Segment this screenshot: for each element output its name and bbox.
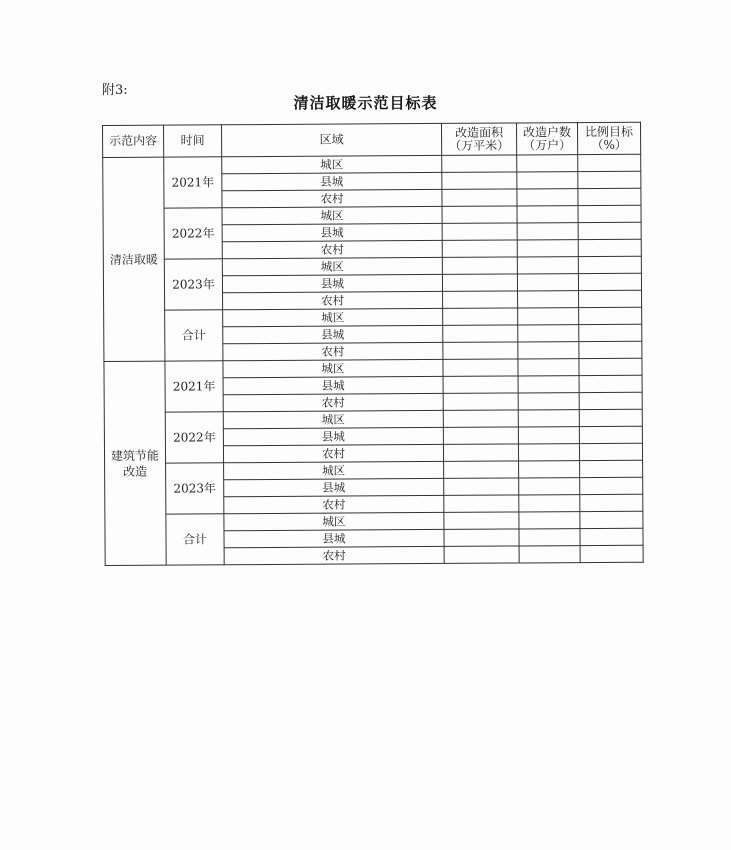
ratio-value-cell[interactable]	[578, 273, 641, 290]
header-region: 区域	[222, 123, 442, 156]
ratio-value-cell[interactable]	[580, 494, 643, 511]
period-cell: 2021年	[164, 157, 222, 208]
area-value-cell[interactable]	[442, 155, 517, 172]
households-value-cell[interactable]	[518, 291, 579, 308]
period-cell: 2023年	[164, 259, 222, 310]
region-cell: 农村	[223, 291, 443, 309]
header-area	[441, 123, 516, 155]
period-cell: 合计	[165, 310, 223, 361]
ratio-value-cell[interactable]	[579, 307, 642, 324]
ratio-value-cell[interactable]	[579, 392, 642, 409]
area-value-cell[interactable]	[442, 206, 517, 223]
region-cell: 城区	[222, 155, 442, 173]
attachment-label: 附3:	[102, 83, 128, 98]
region-cell: 城区	[223, 410, 443, 428]
region-cell: 农村	[223, 444, 443, 462]
target-table	[102, 122, 644, 566]
area-value-cell[interactable]	[442, 223, 517, 240]
ratio-value-cell[interactable]	[579, 426, 642, 443]
ratio-value-cell[interactable]	[578, 222, 641, 239]
region-cell: 县城	[222, 172, 442, 190]
header-area-line1: 改造面积	[454, 125, 504, 140]
households-value-cell[interactable]	[519, 529, 580, 546]
ratio-value-cell[interactable]	[580, 528, 643, 545]
ratio-value-cell[interactable]	[579, 358, 642, 375]
ratio-value-cell[interactable]	[579, 443, 642, 460]
ratio-value-cell[interactable]	[579, 324, 642, 341]
area-value-cell[interactable]	[444, 529, 519, 546]
period-cell: 2022年	[164, 208, 222, 259]
households-value-cell[interactable]	[517, 240, 578, 257]
region-cell: 县城	[224, 529, 444, 547]
region-cell: 县城	[223, 376, 443, 394]
area-value-cell[interactable]	[443, 444, 518, 461]
region-cell: 农村	[223, 342, 443, 360]
households-value-cell[interactable]	[517, 206, 578, 223]
header-households-line1: 改造户数	[522, 124, 572, 139]
table-title: 清洁取暖示范目标表	[293, 94, 438, 112]
ratio-value-cell[interactable]	[578, 171, 641, 188]
ratio-value-cell[interactable]	[578, 205, 641, 222]
area-value-cell[interactable]	[442, 172, 517, 189]
header-row	[103, 122, 641, 157]
category-label: 清洁取暖	[109, 252, 158, 267]
households-value-cell[interactable]	[519, 546, 580, 563]
region-cell: 县城	[222, 274, 442, 292]
area-value-cell[interactable]	[442, 240, 517, 257]
area-value-cell[interactable]	[444, 461, 519, 478]
ratio-value-cell[interactable]	[579, 409, 642, 426]
ratio-value-cell[interactable]	[578, 188, 641, 205]
header-area-line2: （万平米）	[449, 138, 510, 153]
ratio-value-cell[interactable]	[580, 477, 643, 494]
area-value-cell[interactable]	[443, 393, 518, 410]
region-cell: 农村	[224, 546, 444, 564]
region-cell: 县城	[223, 325, 443, 343]
region-cell: 城区	[223, 308, 443, 326]
households-value-cell[interactable]	[518, 342, 579, 359]
area-value-cell[interactable]	[442, 257, 517, 274]
header-ratio-line2: （%）	[591, 137, 627, 152]
ratio-value-cell[interactable]	[580, 460, 643, 477]
category-cell	[103, 157, 165, 361]
households-value-cell[interactable]	[518, 325, 579, 342]
header-households-line2: （万户）	[523, 137, 572, 152]
header-category: 示范内容	[103, 125, 164, 157]
area-value-cell[interactable]	[442, 274, 517, 291]
ratio-value-cell[interactable]	[580, 545, 643, 562]
households-value-cell[interactable]	[517, 189, 578, 206]
households-value-cell[interactable]	[518, 410, 579, 427]
households-value-cell[interactable]	[518, 393, 579, 410]
households-value-cell[interactable]	[518, 427, 579, 444]
header-time: 时间	[164, 125, 222, 157]
households-value-cell[interactable]	[519, 478, 580, 495]
region-cell: 城区	[224, 461, 444, 479]
header-ratio-line1: 比例目标	[584, 124, 634, 139]
area-value-cell[interactable]	[443, 376, 518, 393]
households-value-cell[interactable]	[519, 461, 580, 478]
area-value-cell[interactable]	[444, 512, 519, 529]
region-cell: 城区	[222, 206, 442, 224]
area-value-cell[interactable]	[442, 189, 517, 206]
area-value-cell[interactable]	[443, 325, 518, 342]
area-value-cell[interactable]	[443, 308, 518, 325]
category-cell	[104, 361, 166, 565]
table-body	[103, 154, 643, 565]
ratio-value-cell[interactable]	[579, 341, 642, 358]
region-cell: 城区	[222, 257, 442, 275]
period-cell: 2021年	[165, 361, 223, 412]
households-value-cell[interactable]	[517, 172, 578, 189]
ratio-value-cell[interactable]	[578, 239, 641, 256]
period-cell: 2022年	[165, 412, 223, 463]
households-value-cell[interactable]	[517, 155, 578, 172]
area-value-cell[interactable]	[443, 342, 518, 359]
households-value-cell[interactable]	[518, 359, 579, 376]
households-value-cell[interactable]	[518, 444, 579, 461]
target-table-container	[102, 122, 643, 566]
category-label: 建筑节能	[110, 448, 160, 463]
area-value-cell[interactable]	[444, 546, 519, 563]
region-cell: 农村	[223, 393, 443, 411]
ratio-value-cell[interactable]	[579, 290, 642, 307]
region-cell: 农村	[222, 189, 442, 207]
households-value-cell[interactable]	[518, 376, 579, 393]
households-value-cell[interactable]	[517, 257, 578, 274]
category-label: 改造	[123, 464, 148, 479]
ratio-value-cell[interactable]	[578, 256, 641, 273]
region-cell: 城区	[223, 359, 443, 377]
ratio-value-cell[interactable]	[580, 511, 643, 528]
region-cell: 县城	[222, 223, 442, 241]
header-ratio	[577, 122, 640, 154]
area-value-cell[interactable]	[443, 359, 518, 376]
area-value-cell[interactable]	[444, 495, 519, 512]
households-value-cell[interactable]	[517, 274, 578, 291]
header-households	[516, 123, 577, 155]
households-value-cell[interactable]	[518, 308, 579, 325]
area-value-cell[interactable]	[444, 478, 519, 495]
households-value-cell[interactable]	[517, 223, 578, 240]
area-value-cell[interactable]	[443, 427, 518, 444]
region-cell: 农村	[222, 240, 442, 258]
region-cell: 农村	[224, 495, 444, 513]
households-value-cell[interactable]	[519, 512, 580, 529]
period-cell: 2023年	[166, 463, 224, 514]
region-cell: 县城	[223, 427, 443, 445]
region-cell: 县城	[224, 478, 444, 496]
area-value-cell[interactable]	[443, 291, 518, 308]
ratio-value-cell[interactable]	[579, 375, 642, 392]
region-cell: 城区	[224, 512, 444, 530]
period-cell: 合计	[166, 514, 224, 565]
area-value-cell[interactable]	[443, 410, 518, 427]
households-value-cell[interactable]	[519, 495, 580, 512]
ratio-value-cell[interactable]	[578, 154, 641, 171]
